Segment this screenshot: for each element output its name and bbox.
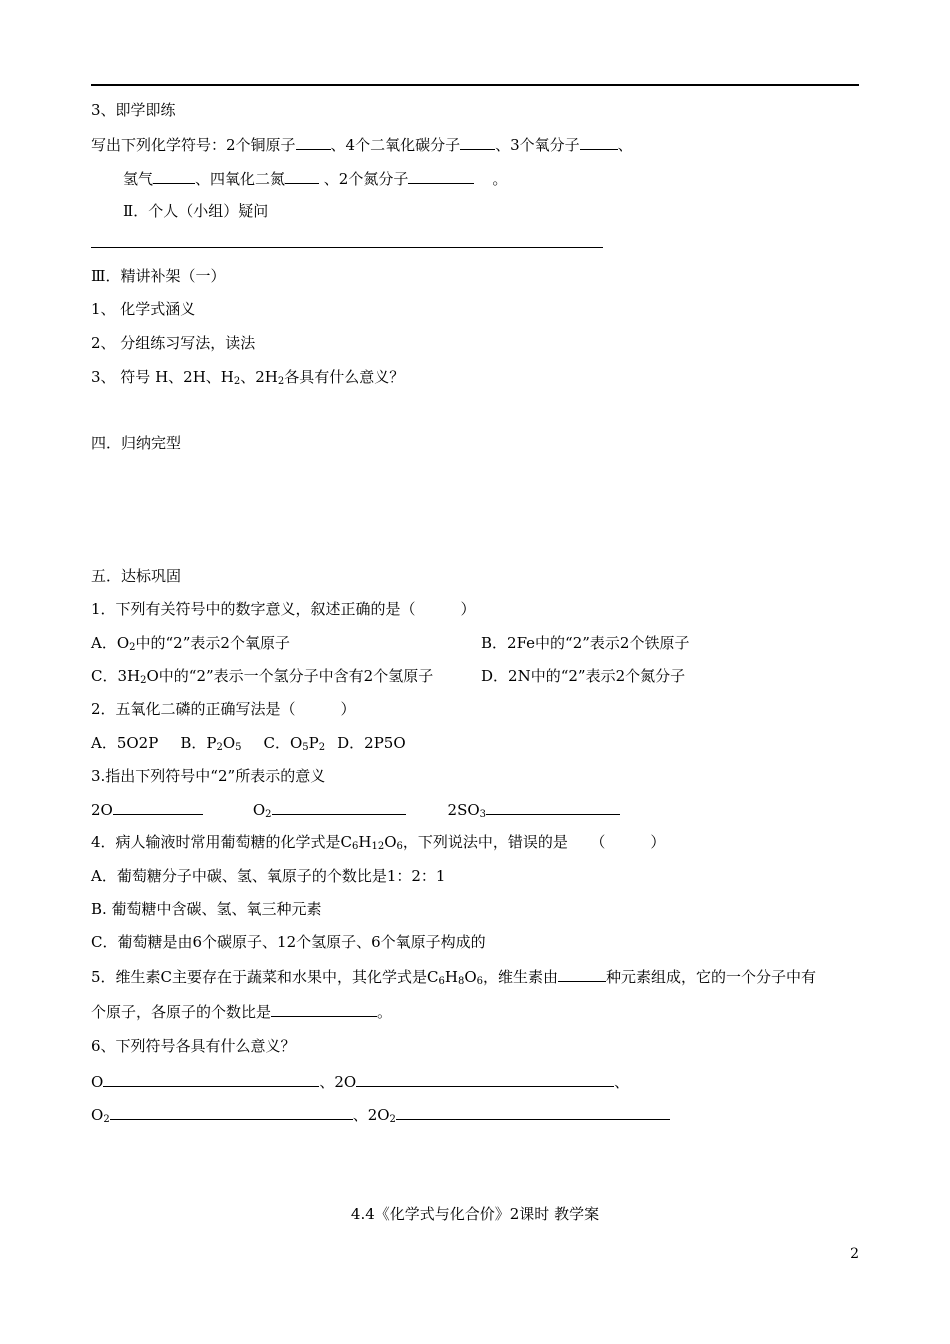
write-symbols-line2	[123, 168, 507, 189]
q3-blanks: 2O $O_2$ $2SO_3$	[91, 799, 620, 825]
blank	[580, 134, 618, 150]
blank	[296, 134, 331, 150]
s3-item-2: 2、 分组练习写法，读法	[91, 334, 256, 352]
q5-line1: 5．维生素C主要存在于蔬菜和水果中，其化学式是$C_6H_8O_6$，维生素由 种元素组成，它的一个分子中有	[91, 968, 817, 987]
q2-stem: 2．五氧化二磷的正确写法是（ ）	[91, 700, 356, 718]
blank	[408, 168, 474, 184]
s3-item-3: 3、 符号 H、2H、$H_2$、$2H_2$各具有什么意义？	[91, 368, 405, 387]
q2-option-b: B．$P_2O_5$	[180, 734, 242, 753]
q4-option-a: A．葡萄糖分子中碳、氢、氧原子的个数比是1：2：1	[91, 867, 446, 885]
page-number: 2	[850, 1246, 859, 1262]
q1-option-a: A．$O_2$中的“2”表示2个氧原子	[91, 634, 290, 653]
prompt-text: 氢气	[123, 170, 154, 188]
blank	[272, 799, 406, 815]
q1-option-c: C．$3H_2O$中的“2”表示一个氢分子中含有2个氢原子	[91, 667, 434, 686]
s3-item-1: 1、 化学式涵义	[91, 300, 196, 318]
section-2-heading: Ⅱ．个人（小组）疑问	[123, 202, 269, 220]
q2-option-d: D．2P5O	[337, 734, 406, 752]
footer-title: 4.4《化学式与化合价》2课时 教学案	[350, 1205, 600, 1223]
section-4-heading: 四．归纳完型	[91, 434, 182, 452]
blank	[103, 1071, 319, 1087]
prompt-text: 写出下列化学符号：2个铜原子	[91, 136, 296, 154]
section-5-heading: 五．达标巩固	[91, 567, 182, 585]
q4-stem: 4．病人输液时常用葡萄糖的化学式是$C_6H_{12}O_6$，下列说法中，错误的是 （ ）	[91, 833, 666, 852]
q4-option-b: B. 葡萄糖中含碳、氢、氧三种元素	[91, 900, 322, 918]
q2-option-c: C．$O_5P_2$	[263, 734, 326, 753]
blank	[153, 168, 195, 184]
q3-stem: 3.指出下列符号中“2”所表示的意义	[91, 767, 326, 785]
blank	[285, 168, 319, 184]
q1-option-d: D．2N中的“2”表示2个氮分子	[481, 667, 686, 685]
answer-line	[91, 247, 603, 248]
blank	[110, 1104, 353, 1120]
q6-stem: 6、下列符号各具有什么意义？	[91, 1037, 296, 1055]
prompt-text: 、	[617, 136, 633, 154]
q6-line2: $O_2$ 、$2O_2$	[91, 1104, 670, 1130]
prompt-text: 、3个氧分子	[495, 136, 580, 154]
prompt-text: 、2个氮分子	[319, 170, 409, 188]
q2-option-a: A．5O2P	[91, 734, 159, 752]
blank	[356, 1071, 614, 1087]
q1-stem: 1．下列有关符号中的数字意义，叙述正确的是（ ）	[91, 600, 476, 618]
prompt-text: 、4个二氧化碳分子	[330, 136, 461, 154]
blank	[271, 1001, 377, 1017]
q2-options	[91, 733, 406, 758]
q5-line2: 个原子，各原子的个数比是 。	[91, 1003, 393, 1021]
prompt-text: 、四氧化二氮	[195, 170, 286, 188]
blank	[396, 1104, 670, 1120]
blank	[113, 799, 203, 815]
section-3-heading: Ⅲ．精讲补架（一）	[91, 267, 226, 285]
write-symbols-line1	[91, 134, 633, 155]
q3-label: 3、即学即练	[91, 101, 176, 119]
blank	[486, 799, 620, 815]
q4-option-c: C．葡萄糖是由6个碳原子、12个氢原子、6个氧原子构成的	[91, 933, 486, 951]
blank	[558, 966, 606, 982]
top-rule	[91, 84, 859, 86]
q6-line1: O 、2O 、	[91, 1073, 630, 1091]
prompt-text: 。	[492, 170, 508, 188]
blank	[460, 134, 495, 150]
q1-option-b: B．2Fe中的“2”表示2个铁原子	[481, 634, 690, 652]
